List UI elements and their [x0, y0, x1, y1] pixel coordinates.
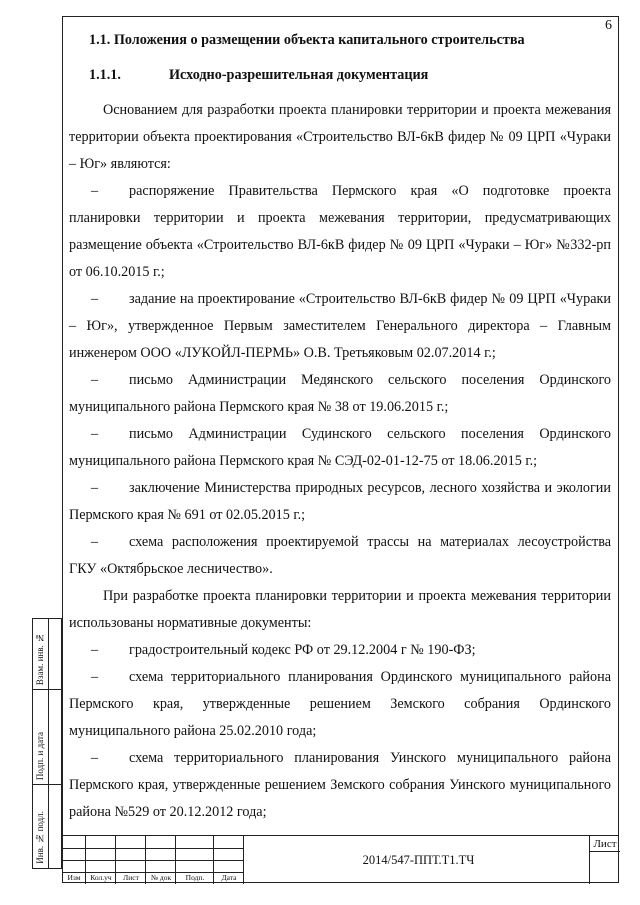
title-block-header: Изм — [67, 873, 81, 882]
basis-item — [69, 367, 611, 421]
title-block-row-line — [62, 872, 244, 873]
stamp-vzam-value — [48, 619, 61, 689]
sheet-cell — [589, 836, 619, 884]
basis-item-text: распоряжение Правительства Пермского края «О подготовке проекта планировки территории и проекта межевания территории, предусматривающих размещение объекта «Строительство ВЛ-6кВ фидер № 09 ЦРП «Чураки – Юг» №332-рп от 06.10.2015 г.; — [69, 183, 611, 280]
basis-item-text: схема расположения проектируемой трассы на материалах лесоустройства ГКУ «Октябрьское лесничество». — [69, 534, 611, 577]
title-block-row-line — [62, 848, 244, 849]
basis-item-text: письмо Администрации Медянского сельского поселения Ординского муниципального района Пермского края № 38 от 19.06.2015 г.; — [69, 372, 611, 415]
normative-item — [69, 745, 611, 826]
normative-item-text: схема территориального планирования Уинского муниципального района Пермского края, утвержденные решением Земского собрания Уинского муниципального района №529 от 20.12.2012 года; — [69, 750, 611, 820]
title-block-header: Подп. — [185, 873, 205, 882]
basis-item — [69, 178, 611, 286]
list-dash: – — [91, 183, 99, 199]
normative-intro-paragraph: При разработке проекта планировки территории и проекта межевания территории использованы нормативные документы: — [69, 588, 611, 631]
list-dash: – — [91, 669, 99, 685]
side-stamp — [32, 618, 62, 869]
basis-item-text: письмо Администрации Судинского сельского поселения Ординского муниципального района Пермского края № СЭД-02-01-12-75 от 18.06.2015 г.; — [69, 426, 611, 469]
sheet-label: Лист — [590, 837, 620, 852]
list-dash: – — [91, 480, 99, 496]
list-dash: – — [91, 291, 99, 307]
normative-list — [69, 637, 611, 826]
subsection-number: 1.1.1. — [89, 67, 121, 83]
title-block-header: Кол.уч — [90, 873, 112, 882]
normative-item-text: схема территориального планирования Ординского муниципального района Пермского края, утвержденные решением Земского собрания Ординского муниципального района 25.02.2010 года; — [69, 669, 611, 739]
basis-item — [69, 475, 611, 529]
list-dash: – — [91, 534, 99, 550]
stamp-podp — [33, 690, 61, 785]
title-block-row-line — [62, 860, 244, 861]
stamp-vzam-label: Взам. инв. № — [35, 632, 45, 685]
title-block-header: Дата — [221, 873, 237, 882]
subsection-title: Исходно-разрешительная документация — [169, 67, 429, 83]
normative-item — [69, 664, 611, 745]
section-heading: 1.1. Положения о размещении объекта капитального строительства — [89, 32, 525, 48]
stamp-podp-label: Подп. и дата — [35, 731, 45, 780]
title-block-header: № док — [150, 873, 172, 882]
list-dash: – — [91, 642, 99, 658]
title-block — [62, 835, 619, 883]
basis-item — [69, 529, 611, 583]
main-content — [69, 30, 611, 826]
basis-item — [69, 421, 611, 475]
intro-paragraph: Основанием для разработки проекта планировки территории и проекта межевания территории объекта проектирования «Строительство ВЛ-6кВ фидер № 09 ЦРП «Чураки – Юг» являются: — [69, 102, 611, 172]
stamp-inv-label: Инв. № подл. — [35, 811, 45, 864]
stamp-inv-value — [48, 785, 61, 868]
title-block-header: Лист — [123, 873, 139, 882]
list-dash: – — [91, 750, 99, 766]
list-dash: – — [91, 372, 99, 388]
stamp-vzam — [33, 619, 61, 690]
page-number: 6 — [605, 18, 612, 33]
normative-item-text: градостроительный кодекс РФ от 29.12.2004 г № 190-ФЗ; — [129, 642, 476, 658]
subsection-heading — [89, 65, 611, 85]
basis-item — [69, 286, 611, 367]
list-dash: – — [91, 426, 99, 442]
basis-item-text: задание на проектирование «Строительство ВЛ-6кВ фидер № 09 ЦРП «Чураки – Юг», утвержденное Первым заместителем Генерального директора – Главным инженером ООО «ЛУКОЙЛ-ПЕРМЬ» О.В. Третьяковым 02.07.2014 г.; — [69, 291, 611, 361]
normative-item — [69, 637, 611, 664]
document-code: 2014/547-ППТ.Т1.ТЧ — [362, 852, 475, 867]
stamp-inv — [33, 785, 61, 868]
stamp-podp-value — [48, 690, 61, 784]
basis-list — [69, 178, 611, 583]
basis-item-text: заключение Министерства природных ресурсов, лесного хозяйства и экологии Пермского края № 691 от 02.05.2015 г.; — [69, 480, 611, 523]
